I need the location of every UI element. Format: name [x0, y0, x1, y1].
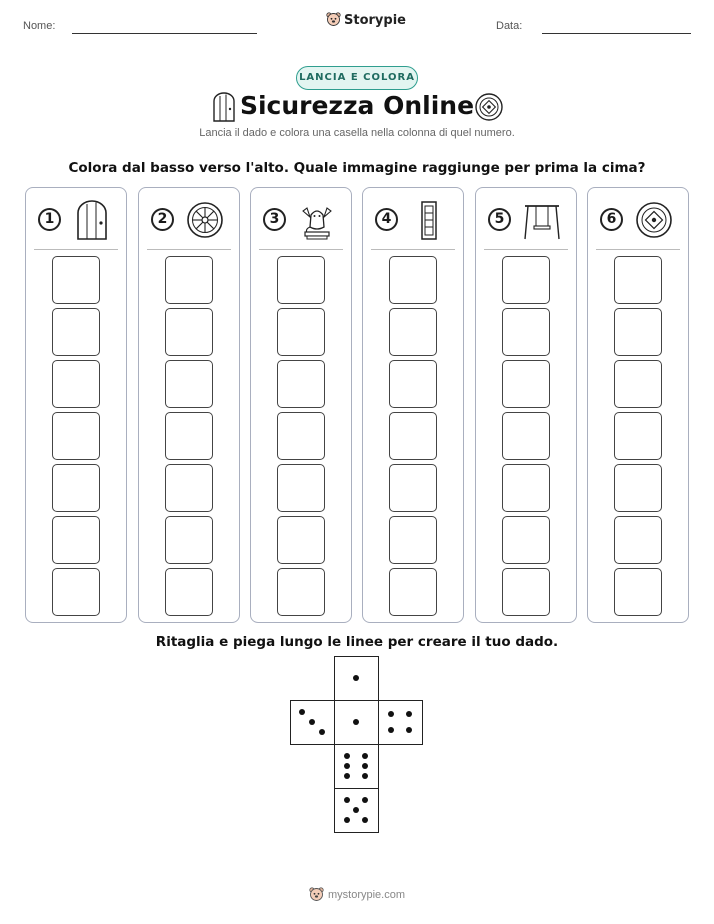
die-face-1 — [334, 656, 379, 701]
color-box[interactable] — [502, 464, 550, 512]
page-title: Sicurezza Online — [239, 91, 475, 120]
die-face-4 — [378, 700, 423, 745]
column-5 — [475, 187, 577, 623]
color-box[interactable] — [165, 360, 213, 408]
color-box[interactable] — [277, 568, 325, 616]
color-box[interactable] — [52, 256, 100, 304]
color-box[interactable] — [277, 360, 325, 408]
pip — [353, 675, 359, 681]
footer-website[interactable]: mystorypie.com — [328, 889, 406, 901]
column-divider — [147, 249, 231, 250]
color-box[interactable] — [165, 256, 213, 304]
column-number: 5 — [488, 208, 511, 231]
pip — [344, 773, 350, 779]
date-line[interactable] — [542, 33, 691, 34]
bear-mascot-icon — [326, 12, 341, 28]
color-box[interactable] — [614, 464, 662, 512]
color-box[interactable] — [614, 360, 662, 408]
color-box[interactable] — [389, 256, 437, 304]
color-box[interactable] — [277, 412, 325, 460]
column-divider — [34, 249, 118, 250]
wheel-icon — [185, 199, 225, 241]
color-box[interactable] — [389, 308, 437, 356]
column-divider — [484, 249, 568, 250]
pip — [388, 711, 394, 717]
column-4 — [362, 187, 464, 623]
color-box[interactable] — [389, 360, 437, 408]
pip — [344, 753, 350, 759]
color-box[interactable] — [165, 516, 213, 564]
color-box[interactable] — [277, 516, 325, 564]
color-box[interactable] — [389, 412, 437, 460]
tower-window-icon — [409, 199, 449, 241]
pip — [362, 817, 368, 823]
date-label: Data: — [496, 20, 523, 32]
color-box[interactable] — [165, 568, 213, 616]
column-number: 3 — [263, 208, 286, 231]
color-box[interactable] — [502, 516, 550, 564]
die-face-3 — [290, 700, 335, 745]
column-2 — [138, 187, 240, 623]
color-box[interactable] — [614, 256, 662, 304]
dice-instruction: Ritaglia e piega lungo le linee per creare il tuo dado. — [155, 634, 559, 650]
pip — [353, 807, 359, 813]
die-face-5 — [334, 788, 379, 833]
column-divider — [259, 249, 343, 250]
color-box[interactable] — [614, 412, 662, 460]
pip — [309, 719, 315, 725]
color-box[interactable] — [52, 360, 100, 408]
color-box[interactable] — [52, 464, 100, 512]
pip — [319, 729, 325, 735]
column-divider — [371, 249, 455, 250]
color-box[interactable] — [52, 412, 100, 460]
brand-logo — [326, 12, 406, 28]
round-shield-icon — [634, 199, 674, 241]
color-box[interactable] — [502, 568, 550, 616]
color-box[interactable] — [52, 516, 100, 564]
color-box[interactable] — [277, 464, 325, 512]
pip — [362, 753, 368, 759]
color-box[interactable] — [502, 308, 550, 356]
footer — [309, 887, 405, 903]
column-3 — [250, 187, 352, 623]
column-number: 1 — [38, 208, 61, 231]
column-number: 6 — [600, 208, 623, 231]
name-label: Nome: — [23, 20, 56, 32]
pip — [353, 719, 359, 725]
pip — [344, 763, 350, 769]
pip — [362, 797, 368, 803]
column-number: 2 — [151, 208, 174, 231]
color-box[interactable] — [502, 360, 550, 408]
color-box[interactable] — [614, 308, 662, 356]
color-box[interactable] — [389, 516, 437, 564]
column-number: 4 — [375, 208, 398, 231]
color-box[interactable] — [52, 308, 100, 356]
page-subtitle: Lancia il dado e colora una casella nella colonna di quel numero. — [199, 127, 515, 139]
color-box[interactable] — [614, 568, 662, 616]
color-box[interactable] — [165, 308, 213, 356]
column-divider — [596, 249, 680, 250]
color-box[interactable] — [277, 256, 325, 304]
brand-name: Storypie — [344, 12, 406, 28]
color-box[interactable] — [52, 568, 100, 616]
pip — [362, 773, 368, 779]
pip — [344, 817, 350, 823]
gargoyle-icon — [297, 199, 337, 241]
color-box[interactable] — [502, 256, 550, 304]
pip — [344, 797, 350, 803]
color-box[interactable] — [502, 412, 550, 460]
pip — [299, 709, 305, 715]
color-box[interactable] — [389, 464, 437, 512]
pip — [406, 727, 412, 733]
pip — [406, 711, 412, 717]
name-line[interactable] — [72, 33, 257, 34]
game-instruction: Colora dal basso verso l'alto. Quale immagine raggiunge per prima la cima? — [68, 160, 646, 176]
door-icon — [72, 199, 112, 241]
swing-icon — [522, 199, 562, 241]
column-1 — [25, 187, 127, 623]
color-box[interactable] — [277, 308, 325, 356]
bear-mascot-icon — [309, 887, 324, 903]
pip — [362, 763, 368, 769]
color-box[interactable] — [389, 568, 437, 616]
pip — [388, 727, 394, 733]
round-shield-icon — [474, 92, 504, 122]
color-box[interactable] — [165, 412, 213, 460]
color-box[interactable] — [614, 516, 662, 564]
column-6 — [587, 187, 689, 623]
die-face-6 — [334, 744, 379, 789]
die-face-1 — [334, 700, 379, 745]
color-box[interactable] — [165, 464, 213, 512]
activity-badge: LANCIA E COLORA — [296, 66, 418, 90]
